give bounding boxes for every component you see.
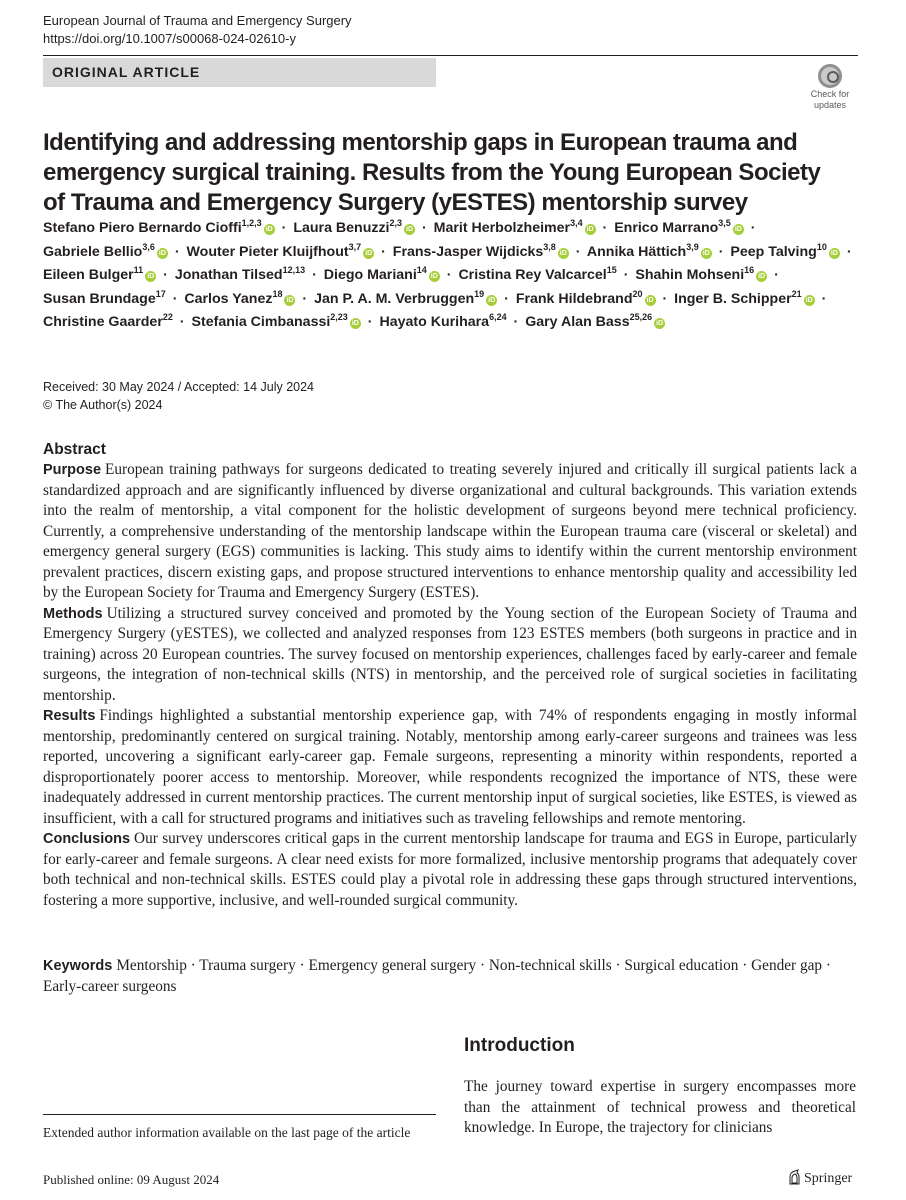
author-name: Diego Mariani — [323, 267, 417, 283]
author-name: Gabriele Bellio — [43, 243, 143, 260]
doi-link[interactable]: https://doi.org/10.1007/s00068-024-02610-y — [43, 31, 296, 46]
author-separator: · — [662, 290, 668, 307]
author-affiliation: 3,7 — [348, 241, 362, 252]
author-separator: · — [718, 243, 724, 260]
author-affiliation: 3,8 — [543, 241, 556, 252]
author-affiliation: 1,2,3 — [241, 218, 262, 228]
author-separator: · — [602, 220, 608, 236]
author[interactable] — [43, 220, 275, 236]
author[interactable] — [184, 288, 295, 307]
author[interactable] — [392, 241, 569, 260]
author[interactable] — [43, 267, 156, 283]
author-name: Frank Hildebrand — [515, 290, 633, 307]
conclusions-text: Our survey underscores critical gaps in the current mentorship landscape for trauma and EGS in Europe, particularly for early-career and female surgeons. A clear need exists for more formalized, inclusive mentorship programs that adequately cover both technical and non-technical skills. ESTES could play a pivotal role in addressing these gaps through structured interventions, fostering a more supportive, inclusive, and well-rounded surgical community. — [43, 830, 857, 909]
author-name: Gary Alan Bass — [525, 314, 630, 330]
author-name: Enrico Marrano — [614, 220, 719, 236]
author-affiliation: 21 — [791, 288, 802, 299]
author[interactable] — [192, 314, 361, 330]
author-name: Jonathan Tilsed — [174, 267, 283, 283]
author-affiliation: 20 — [632, 288, 643, 299]
orcid-icon[interactable]: iD — [646, 296, 654, 304]
abstract-results — [43, 706, 857, 829]
author-name: Christine Gaarder — [43, 314, 163, 330]
author-separator: · — [750, 220, 756, 236]
author-name: Shahin Mohseni — [635, 267, 745, 283]
keywords-text: Mentorship · Trauma surgery · Emergency general surgery · Non-technical skills · Surgical education · Gender gap · Early-career surgeons — [43, 957, 831, 995]
author-separator: · — [513, 314, 519, 330]
methods-label: Methods — [43, 605, 103, 622]
author[interactable] — [43, 288, 166, 307]
author[interactable] — [586, 241, 712, 260]
abstract — [43, 440, 857, 911]
orcid-icon[interactable]: iD — [702, 249, 710, 257]
author-affiliation: 3,5 — [718, 218, 731, 228]
author-affiliation: 22 — [162, 312, 173, 322]
author-name: Susan Brundage — [43, 290, 156, 307]
author-separator: · — [163, 267, 168, 283]
author[interactable] — [525, 314, 665, 330]
author-name: Eileen Bulger — [43, 267, 134, 283]
orcid-icon[interactable]: iD — [406, 226, 414, 233]
check-updates-icon — [818, 64, 842, 88]
published-date: Published online: 09 August 2024 — [43, 1172, 220, 1187]
purpose-text: European training pathways for surgeons dedicated to treating severely injured and critically ill surgical patients lack a standardized approach and are significantly influenced by diverse organizational and cultural backgrounds. This variation extends into the realm of mentorship, a vital component for the holistic development of surgeons beyond mere technical proficiency. Currently, a comprehensive understanding of the mentorship landscape within the European trauma care (visceral or skeletal) and emergency general surgery (EGS) communities is lacking. This study aims to identify within the current mentorship environment prevalent practices, discern existing gaps, and propose structured interventions to enhance mentorship quality and accessibility led by the European Society for Trauma and Emergency Surgery (ESTES). — [43, 461, 857, 601]
author-affiliation: 19 — [474, 288, 485, 299]
orcid-icon[interactable]: iD — [734, 226, 742, 233]
orcid-icon[interactable]: iD — [488, 296, 496, 304]
author-name: Carlos Yanez — [184, 290, 273, 307]
author-name: Peep Talving — [730, 243, 817, 260]
author-affiliation: 2,3 — [389, 218, 403, 228]
author-affiliation: 18 — [272, 288, 283, 299]
author-separator: · — [367, 314, 373, 330]
author-separator: · — [575, 243, 581, 260]
orcid-icon[interactable]: iD — [147, 273, 155, 280]
author-name: Cristina Rey Valcarcel — [458, 267, 607, 283]
results-label: Results — [43, 708, 96, 724]
orcid-icon[interactable]: iD — [559, 249, 567, 257]
author-affiliation: 12,13 — [282, 265, 306, 275]
author-separator: · — [172, 290, 178, 307]
author-affiliation: 15 — [606, 265, 617, 275]
orcid-icon[interactable]: iD — [351, 320, 359, 327]
author-separator: · — [623, 267, 629, 283]
author-separator: · — [312, 267, 317, 283]
copyright: © The Author(s) 2024 — [43, 398, 163, 412]
author-separator: · — [504, 290, 509, 307]
author-name: Annika Hättich — [586, 243, 687, 260]
orcid-icon[interactable]: iD — [265, 226, 273, 233]
author[interactable] — [730, 241, 839, 260]
author-affiliation: 3,6 — [142, 241, 155, 252]
badge-line-1: Check for — [810, 89, 850, 99]
orcid-icon[interactable]: iD — [586, 226, 594, 233]
introduction-text: The journey toward expertise in surgery encompasses more than the attainment of technical prowess and theoretical knowledge. In Europe, the trajectory for clinicians — [464, 1078, 856, 1136]
author-affiliation: 11 — [133, 265, 144, 275]
author[interactable] — [515, 288, 656, 307]
keywords — [43, 956, 857, 997]
author[interactable] — [458, 267, 616, 283]
springer-horse-icon — [787, 1169, 801, 1185]
received-accepted: Received: 30 May 2024 / Accepted: 14 July 2024 — [43, 380, 315, 394]
author-affiliation: 17 — [155, 288, 166, 299]
author-name: Hayato Kurihara — [379, 314, 490, 330]
abstract-purpose — [43, 460, 857, 604]
orcid-icon[interactable]: iD — [286, 296, 294, 304]
author-separator: · — [821, 290, 827, 307]
journal-name: European Journal of Trauma and Emergency Surgery — [43, 13, 352, 28]
author-affiliation: 6,24 — [489, 312, 507, 322]
author[interactable] — [379, 314, 506, 330]
author-separator: · — [846, 243, 852, 260]
results-text: Findings highlighted a substantial mentorship experience gap, with 74% of respondents engaging in mostly informal mentorship, predominantly centered on surgical training. Notably, mentorship among early-career surgeons and trainees was less reported, uncovering a significant early-career gap. Female surgeons, representing a minority within respondents, reported a disproportionately poorer access to mentorship. Moreover, while respondents recognized the importance of NTS, these were inadequately addressed in current mentorship practices. The current mentorship input of surgical societies, like ESTES, is viewed as insufficient, with a call for structured programs and initiatives such as traveling fellowships and remote mentoring. — [43, 707, 857, 827]
author-affiliation: 14 — [416, 265, 427, 275]
author[interactable] — [614, 220, 744, 236]
article-title: Identifying and addressing mentorship gaps in European trauma and emergency surgical training. Results from the Young European Society of Trauma and Emergency Surgery (yESTES) mentorship survey — [43, 129, 821, 216]
article-type-label: ORIGINAL ARTICLE — [52, 64, 201, 80]
orcid-icon[interactable]: iD — [805, 296, 813, 304]
author-separator: · — [281, 220, 287, 236]
orcid-icon[interactable]: iD — [158, 249, 166, 257]
orcid-icon[interactable]: iD — [656, 320, 664, 327]
keywords-label: Keywords — [43, 958, 113, 974]
author[interactable] — [635, 267, 767, 283]
abstract-conclusions — [43, 829, 857, 911]
author-affiliation: 10 — [816, 241, 827, 252]
check-for-updates-badge[interactable] — [808, 64, 852, 112]
author[interactable] — [43, 241, 168, 260]
author[interactable] — [186, 241, 375, 260]
orcid-icon[interactable]: iD — [430, 273, 438, 280]
author-separator: · — [381, 243, 386, 260]
author-name: Marit Herbolzheimer — [433, 220, 571, 236]
badge-line-2: updates — [813, 100, 847, 110]
author[interactable] — [314, 288, 497, 307]
purpose-label: Purpose — [43, 462, 102, 478]
author-name: Laura Benuzzi — [293, 220, 390, 236]
author-affiliation: 3,9 — [686, 241, 699, 252]
footnote-rule — [43, 1114, 436, 1115]
orcid-icon[interactable]: iD — [830, 249, 838, 257]
author[interactable] — [434, 220, 596, 236]
publisher-logo — [787, 1169, 852, 1187]
conclusions-label: Conclusions — [43, 831, 131, 847]
author-name: Inger B. Schipper — [674, 290, 792, 307]
orcid-icon[interactable]: iD — [365, 249, 373, 257]
orcid-icon[interactable]: iD — [758, 273, 766, 280]
author[interactable] — [293, 220, 415, 236]
author-separator: · — [174, 243, 180, 260]
abstract-heading: Abstract — [43, 441, 106, 458]
author[interactable] — [175, 267, 305, 283]
introduction-heading: Introduction — [464, 1035, 575, 1056]
author-name: Jan P. A. M. Verbruggen — [314, 290, 475, 307]
author[interactable] — [43, 314, 173, 330]
author-name: Frans-Jasper Wijdicks — [392, 243, 544, 260]
author-separator: · — [179, 314, 185, 330]
article-dates — [43, 378, 314, 414]
author-affiliation: 3,4 — [570, 218, 583, 228]
author-list — [43, 217, 863, 335]
author-name: Wouter Pieter Kluijfhout — [186, 243, 349, 260]
methods-text: Utilizing a structured survey conceived and promoted by the Young section of the European Society of Trauma and Emergency Surgery (yESTES), we collected and analyzed responses from 123 ESTES members (both surgeons in practice and in training) across 20 European countries. The survey focused on mentorship experiences, challenges faced by early-career and female surgeons, the integration of non-technical skills (NTS) in mentorship, and the perceived role of surgical societies in facilitating mentorship. — [43, 604, 857, 704]
author[interactable] — [324, 267, 440, 283]
abstract-methods — [43, 604, 857, 707]
author-separator: · — [421, 220, 427, 236]
author-separator: · — [774, 267, 779, 283]
author-separator: · — [446, 267, 452, 283]
author-affiliation: 25,26 — [629, 312, 653, 322]
author-name: Stefania Cimbanassi — [191, 314, 331, 330]
author-name: Stefano Piero Bernardo Cioffi — [43, 220, 242, 236]
author-info-footnote: Extended author information available on the last page of the article — [43, 1125, 411, 1140]
publisher-name: Springer — [804, 1171, 853, 1186]
author[interactable] — [674, 288, 814, 307]
header-rule — [43, 55, 858, 56]
author-separator: · — [302, 290, 308, 307]
author-affiliation: 2,23 — [330, 312, 348, 322]
author-affiliation: 16 — [744, 265, 755, 275]
